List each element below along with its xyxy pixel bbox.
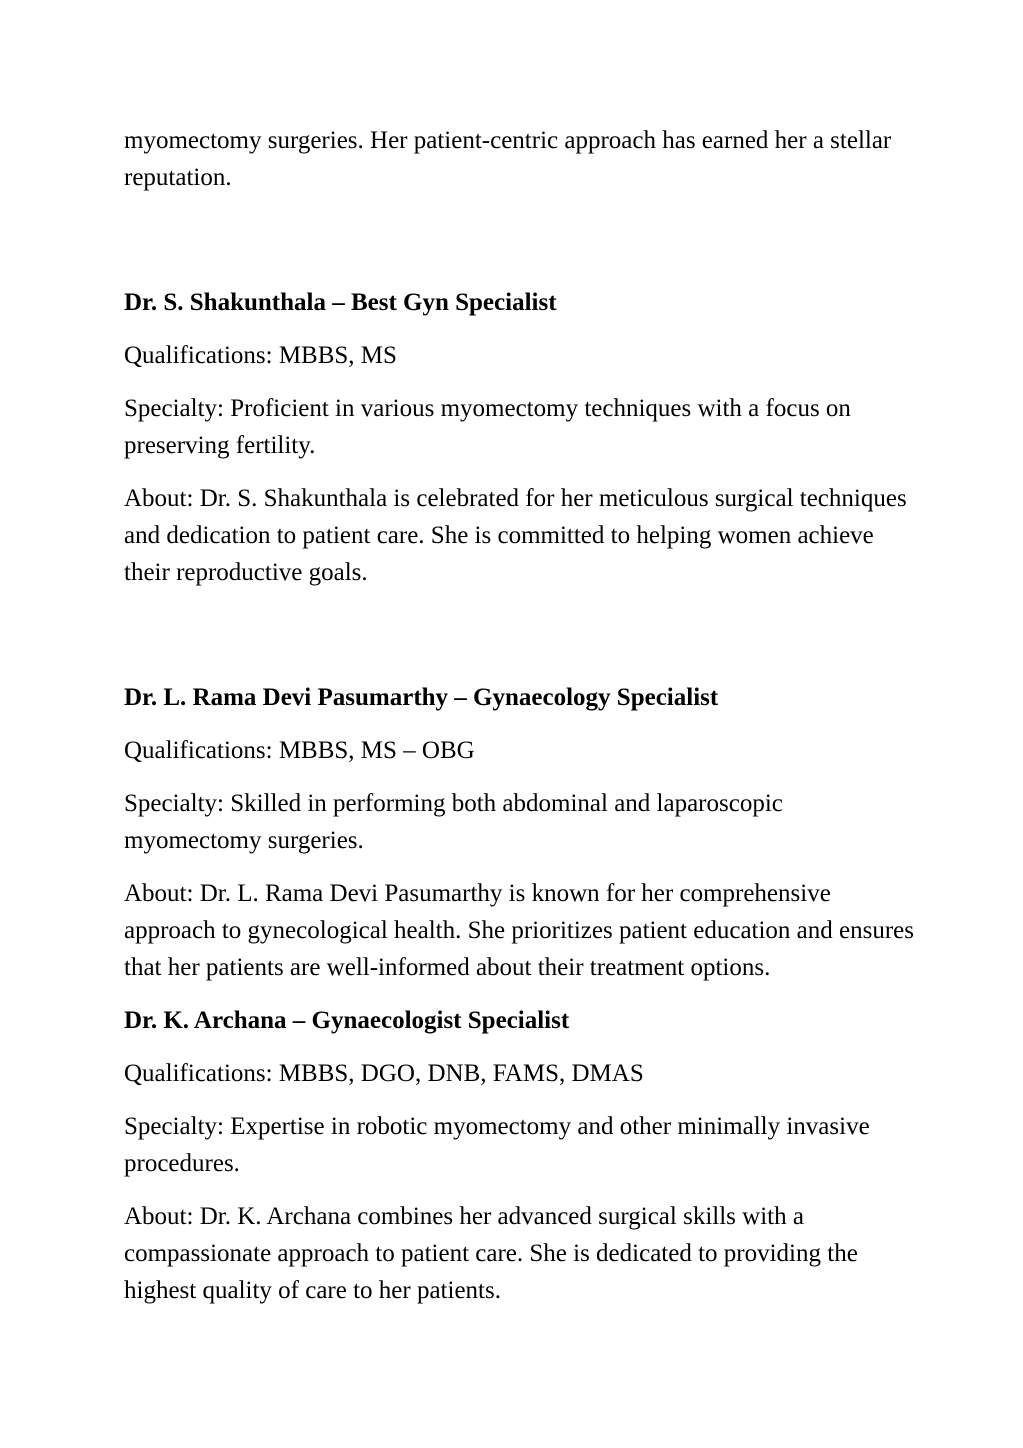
- doctor-heading: Dr. K. Archana – Gynaecologist Specialist: [124, 1007, 570, 1034]
- doctor-specialty: Specialty: Skilled in performing both abdominal and laparoscopic myomectomy surgeries.: [124, 790, 783, 854]
- doctor-heading: Dr. S. Shakunthala – Best Gyn Specialist: [124, 289, 557, 316]
- doctor-qualifications: Qualifications: MBBS, MS: [124, 342, 397, 369]
- doctor-qualifications: Qualifications: MBBS, DGO, DNB, FAMS, DMAS: [124, 1060, 644, 1087]
- doctor-specialty: Specialty: Expertise in robotic myomectomy and other minimally invasive procedures.: [124, 1113, 870, 1177]
- doctor-about: About: Dr. K. Archana combines her advanced surgical skills with a compassionate approach to patient care. She is dedicated to providing the highest quality of care to her patients.: [124, 1203, 858, 1304]
- intro-paragraph: myomectomy surgeries. Her patient-centric approach has earned her a stellar reputation.: [124, 127, 892, 191]
- doctor-qualifications: Qualifications: MBBS, MS – OBG: [124, 737, 475, 764]
- doctor-section-rama-devi: [124, 679, 914, 986]
- doctor-heading: Dr. L. Rama Devi Pasumarthy – Gynaecology Specialist: [124, 684, 719, 711]
- doctor-specialty: Specialty: Proficient in various myomectomy techniques with a focus on preserving fertility.: [124, 395, 851, 459]
- document-page: [124, 122, 914, 1309]
- doctor-about: About: Dr. L. Rama Devi Pasumarthy is known for her comprehensive approach to gynecological health. She prioritizes patient education and ensures that her patients are well-informed about their treatment options.: [124, 880, 915, 981]
- doctor-about: About: Dr. S. Shakunthala is celebrated for her meticulous surgical techniques and dedication to patient care. She is committed to helping women achieve their reproductive goals.: [124, 485, 907, 586]
- doctor-section-archana: [124, 1002, 914, 1309]
- doctor-section-shakunthala: [124, 284, 914, 591]
